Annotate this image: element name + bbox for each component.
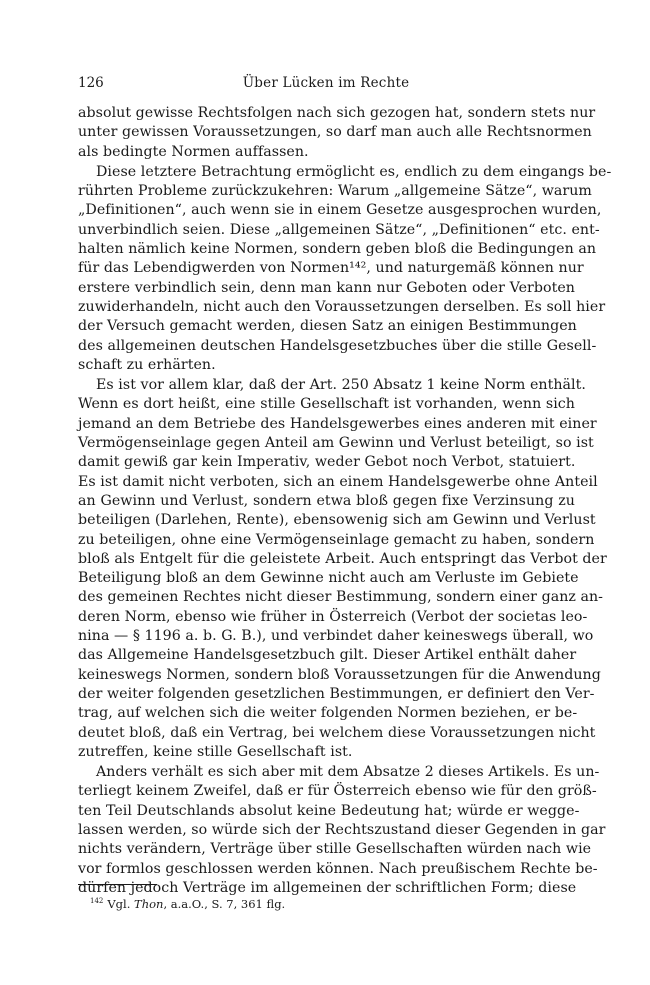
text-line: nina — § 1196 a. b. G. B.), und verbindet daher keineswegs überall, wo — [78, 628, 594, 645]
text-line: Anders verhält es sich aber mit dem Absatze 2 dieses Artikels. Es un- — [96, 764, 600, 781]
text-line: halten nämlich keine Normen, sondern geben bloß die Bedingungen an — [78, 241, 597, 258]
footnote-rest: , a.a.O., S. 7, 361 flg. — [163, 897, 286, 911]
footnote-142 — [90, 893, 285, 912]
footnote-author: Thon — [134, 897, 164, 911]
text-line: terliegt keinem Zweifel, daß er für Österreich ebenso wie für den größ- — [78, 783, 597, 800]
text-line: damit gewiß gar kein Imperativ, weder Gebot noch Verbot, statuiert. — [78, 454, 576, 471]
paragraph — [78, 376, 607, 762]
text-line: nichts verändern, Verträge über stille Gesellschaften würden nach wie — [78, 841, 592, 858]
footnote-number: 142 — [90, 897, 104, 905]
text-line: zutreffen, keine stille Gesellschaft ist. — [78, 743, 353, 760]
text-line: für das Lebendigwerden von Normen¹⁴², und naturgemäß können nur — [78, 260, 584, 277]
text-line: deren Norm, ebenso wie früher in Österreich (Verbot der societas leo- — [78, 608, 588, 625]
text-line: der Versuch gemacht werden, diesen Satz an einigen Bestimmungen — [78, 318, 577, 335]
text-line: dürfen jedoch Verträge im allgemeinen der schriftlichen Form; diese — [78, 879, 577, 896]
text-line: des allgemeinen deutschen Handelsgesetzbuches über die stille Gesell- — [78, 337, 597, 354]
footnote-divider — [78, 884, 157, 885]
text-line: Beteiligung bloß an dem Gewinne nicht auch am Verluste im Gebiete — [78, 570, 579, 587]
text-line: jemand an dem Betriebe des Handelsgewerbes eines anderen mit einer — [78, 415, 597, 432]
body-text — [78, 104, 612, 899]
text-line: erstere verbindlich sein, denn man kann nur Geboten oder Verboten — [78, 279, 575, 296]
paragraph — [78, 763, 606, 898]
text-line: schaft zu erhärten. — [78, 356, 216, 373]
text-line: rührten Probleme zurückzukehren: Warum „allgemeine Sätze“, warum — [78, 183, 592, 200]
paragraph — [78, 163, 612, 375]
text-line: an Gewinn und Verlust, sondern etwa bloß gegen fixe Verzinsung zu — [78, 492, 575, 509]
text-line: der weiter folgenden gesetzlichen Bestimmungen, er definiert den Ver- — [78, 685, 595, 702]
text-line: vor formlos geschlossen werden können. Nach preußischem Rechte be- — [78, 860, 598, 877]
text-line: Vermögenseinlage gegen Anteil am Gewinn und Verlust beteiligt, so ist — [78, 435, 594, 452]
text-line: beteiligen (Darlehen, Rente), ebensowenig sich am Gewinn und Verlust — [78, 512, 596, 529]
footnote-prefix: Vgl. — [107, 897, 135, 911]
running-title: Über Lücken im Rechte — [242, 75, 410, 91]
text-line: Wenn es dort heißt, eine stille Gesellschaft ist vorhanden, wenn sich — [78, 396, 575, 413]
text-line: trag, auf welchen sich die weiter folgenden Normen beziehen, er be- — [78, 705, 578, 722]
text-line: ten Teil Deutschlands absolut keine Bedeutung hat; würde er wegge- — [78, 802, 580, 819]
text-line: absolut gewisse Rechtsfolgen nach sich gezogen hat, sondern stets nur — [78, 105, 596, 121]
text-line: als bedingte Normen auffassen. — [78, 143, 309, 160]
text-line: Es ist damit nicht verboten, sich an einem Handelsgewerbe ohne Anteil — [78, 473, 598, 490]
text-line: Es ist vor allem klar, daß der Art. 250 Absatz 1 keine Norm enthält. — [96, 377, 586, 394]
text-line: Diese letztere Betrachtung ermöglicht es, endlich zu dem eingangs be- — [96, 163, 612, 180]
text-line: zuwiderhandeln, nicht auch den Voraussetzungen derselben. Es soll hier — [78, 298, 606, 315]
paragraph — [78, 104, 596, 162]
text-line: lassen werden, so würde sich der Rechtszustand dieser Gegenden in gar — [78, 821, 606, 838]
text-line: unter gewissen Voraussetzungen, so darf man auch alle Rechtsnormen — [78, 124, 592, 141]
text-line: unverbindlich seien. Diese „allgemeinen Sätze“, „Definitionen“ etc. ent- — [78, 221, 600, 238]
text-line: bloß als Entgelt für die geleistete Arbeit. Auch entspringt das Verbot der — [78, 550, 607, 567]
text-line: das Allgemeine Handelsgesetzbuch gilt. Dieser Artikel enthält daher — [78, 647, 577, 664]
text-line: des gemeinen Rechtes nicht dieser Bestimmung, sondern einer ganz an- — [78, 589, 604, 606]
text-line: deutet bloß, daß ein Vertrag, bei welchem diese Voraussetzungen nicht — [78, 724, 596, 741]
text-line: zu beteiligen, ohne eine Vermögenseinlage gemacht zu haben, sondern — [78, 531, 595, 548]
text-line: „Definitionen“, auch wenn sie in einem Gesetze ausgesprochen wurden, — [78, 202, 602, 219]
running-head — [78, 73, 574, 93]
page-number: 126 — [78, 75, 104, 91]
text-line: keineswegs Normen, sondern bloß Voraussetzungen für die Anwendung — [78, 666, 601, 683]
